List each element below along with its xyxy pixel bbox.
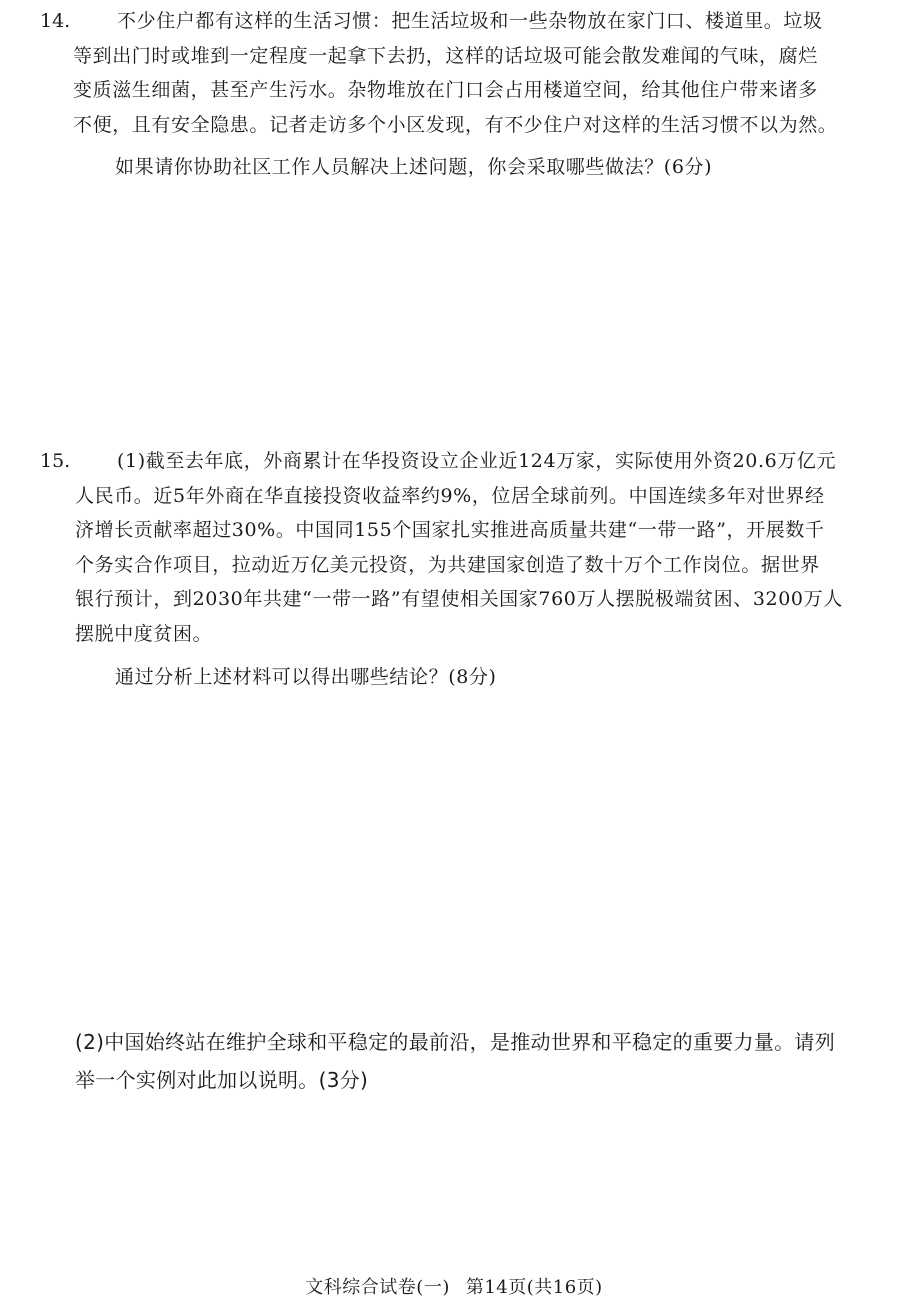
question-14-number: 14.: [40, 10, 71, 32]
question-15-part-1-material: [75, 444, 843, 651]
question-15-part-2-answer-space[interactable]: [40, 1104, 890, 1264]
q14-line-1: 不少住户都有这样的生活习惯：把生活垃圾和一些杂物放在家门口、楼道里。垃圾: [117, 10, 823, 32]
footer-page-number: 第14页(共16页): [465, 1277, 603, 1298]
q15-part1-line-1: (1)截至去年底，外商累计在华投资设立企业近124万家，实际使用外资20.6万亿元: [117, 450, 837, 472]
question-15-part-2-line-1: (2)中国始终站在维护全球和平稳定的最前沿，是推动世界和平稳定的重要力量。请列: [75, 1030, 836, 1054]
question-15-part-1-prompt: 通过分析上述材料可以得出哪些结论？(8分): [115, 666, 497, 688]
q14-line-4: 不便，且有安全隐患。记者走访多个小区发现，有不少住户对这样的生活习惯不以为然。: [73, 113, 838, 136]
q14-line-2: 等到出门时或堆到一定程度一起拿下去扔，这样的话垃圾可能会散发难闻的气味，腐烂: [73, 44, 818, 67]
question-14-answer-space[interactable]: [40, 190, 890, 440]
question-14-material: [75, 4, 837, 142]
question-15-part-1-answer-space[interactable]: [40, 700, 890, 1020]
q14-line-3: 变质滋生细菌，甚至产生污水。杂物堆放在门口会占用楼道空间，给其他住户带来诸多: [73, 79, 818, 101]
q15-part1-line-5: 银行预计，到2030年共建“一带一路”有望使相关国家760万人摆脱极端贫困、3200万人: [75, 588, 843, 610]
q15-part1-line-2: 人民币。近5年外商在华直接投资收益率约9%，位居全球前列。中国连续多年对世界经: [75, 484, 825, 507]
page-footer: [0, 1276, 908, 1300]
q15-part1-line-6: 摆脱中度贫困。: [75, 622, 213, 645]
q15-part1-line-4: 个务实合作项目，拉动近万亿美元投资，为共建国家创造了数十万个工作岗位。据世界: [75, 553, 820, 576]
footer-exam-title: 文科综合试卷(一): [305, 1277, 450, 1298]
q15-part1-line-3: 济增长贡献率超过30%。中国同155个国家扎实推进高质量共建“一带一路”，开展数千: [75, 519, 825, 541]
question-15-number: 15.: [40, 450, 71, 472]
question-15-part-2-line-2: 举一个实例对此加以说明。(3分): [75, 1068, 369, 1092]
question-14-prompt: 如果请你协助社区工作人员解决上述问题，你会采取哪些做法？(6分): [115, 156, 713, 178]
